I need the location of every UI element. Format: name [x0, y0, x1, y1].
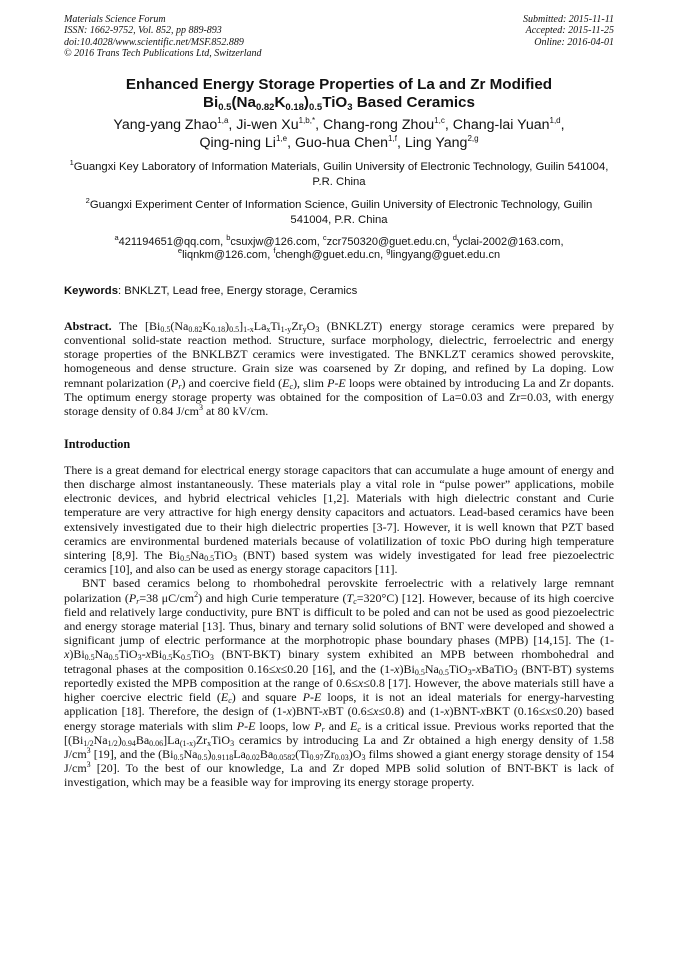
body-sub: 0.5: [204, 554, 215, 564]
body-italic: x: [286, 704, 292, 719]
abstract-text: O: [306, 319, 316, 334]
body-text: loops, it is not an ideal materials for energy-harvesting application [18]. Therefore, the design of (1-: [64, 690, 614, 719]
body-text: (BNT-BKT) binary system exhibited an MPB between rhombohedral and tetragonal phases at the composition 0.16≤: [64, 647, 614, 676]
abstract-sub: r: [178, 381, 182, 391]
body-text: ceramics by introducing La and Zr obtained a high energy density of 1.58 J/cm: [64, 732, 614, 761]
journal-info: [64, 14, 262, 59]
body-sub: 3: [361, 752, 366, 762]
body-text: Ba: [135, 732, 150, 747]
body-text: is a critical issue. Previous works reported that the [(Bi: [64, 718, 614, 747]
body-sub: 0.5: [162, 653, 173, 663]
body-text: BT (0.6≤: [328, 704, 374, 719]
body-sub: 0.97: [309, 752, 324, 762]
section-heading-introduction: Introduction: [64, 436, 131, 451]
body-text: )BNT-: [291, 704, 323, 719]
body-sub: 0.5: [414, 667, 425, 677]
email-mark: d: [452, 233, 457, 243]
author-separator: ,: [396, 135, 405, 152]
abstract-label: Abstract.: [64, 319, 112, 334]
abstract-italic: P: [171, 375, 179, 390]
title-frag: Bi: [203, 94, 219, 112]
abstract-text: ) and coercive field (: [181, 375, 283, 390]
intro-paragraph-1: [64, 463, 614, 577]
body-text: loops, low: [255, 718, 315, 733]
email-link[interactable]: chengh@guet.edu.cn,: [275, 249, 387, 262]
author-affiliation-mark: 1,f: [388, 134, 397, 144]
abstract-text: ), slim: [293, 375, 328, 390]
author-affiliation-mark: 1,b,*: [298, 116, 316, 126]
body-sub: 3: [209, 653, 214, 663]
body-sup: 2: [194, 589, 199, 599]
affiliation-2: [64, 198, 614, 228]
author-name: Qing-ning Li: [199, 135, 276, 152]
abstract-text: ]: [239, 319, 244, 334]
keywords: [64, 284, 614, 298]
body-text: ]La: [163, 732, 180, 747]
body-sup: 3: [86, 745, 91, 755]
body-text: )BNT-: [449, 704, 481, 719]
email-mark: f: [273, 246, 276, 256]
abstract-sub: y: [302, 325, 307, 335]
body-text: Na: [424, 661, 439, 676]
body-text: [19], and the (Bi: [90, 746, 174, 761]
body-italic: x: [545, 704, 551, 719]
body-sub: 0.5: [438, 667, 449, 677]
publication-dates: [523, 14, 614, 59]
body-text: (BNT) based system was widely investigated for lead free piezoelectric ceramics [10], and also can be used as energy storage capacitors [11].: [64, 548, 615, 577]
body-text: ≤0.20) based energy storage materials with slim: [64, 704, 614, 733]
title-frag: Based Ceramics: [352, 94, 475, 112]
body-sub: 3: [513, 667, 518, 677]
body-text: ≤0.8 [17]. However, the above materials still have a higher coercive electric field (: [64, 675, 614, 705]
submitted-date: Submitted: 2015-11-11: [522, 14, 614, 25]
body-sub: 0.5: [180, 653, 191, 663]
body-text: Ba: [259, 746, 274, 761]
abstract-italic: E: [282, 375, 290, 390]
body-text: -: [141, 647, 146, 662]
title-sub: 3: [347, 102, 353, 114]
title-frag: K: [274, 94, 286, 112]
title-line-2: [64, 94, 614, 112]
email-line-1: [64, 233, 614, 249]
body-text: (BNT-BT) systems reportedly existed the MPB composition at the range of 0.6≤: [64, 661, 614, 690]
body-sub: (1-x): [179, 738, 196, 748]
author-name: Ji-wen Xu: [236, 117, 299, 134]
title-sub: 0.5: [308, 102, 323, 114]
email-link[interactable]: liqnkm@126.com,: [182, 249, 274, 262]
body-italic: x: [475, 661, 482, 676]
body-italic: P-E: [302, 690, 322, 705]
body-sub: 3: [233, 554, 238, 564]
author-name: Chang-rong Zhou: [322, 117, 435, 134]
abstract-text: Ti: [270, 319, 281, 334]
abstract-text: La: [253, 319, 267, 334]
body-text: )O: [348, 746, 362, 761]
email-link[interactable]: csuxjw@126.com,: [230, 236, 323, 249]
abstract-italic: P-E: [327, 375, 346, 390]
body-sub: 0.94: [121, 738, 136, 748]
author-list: [64, 116, 614, 152]
title-sub: 0.18: [285, 102, 304, 114]
body-text: TiO: [190, 647, 210, 662]
body-sub: r: [321, 724, 325, 734]
body-text: BaTiO: [481, 661, 514, 676]
body-sub: 0.9118: [211, 752, 234, 762]
email-link[interactable]: yclai-2002@163.com,: [456, 236, 564, 249]
body-italic: x: [444, 704, 450, 719]
abstract-sub: x: [266, 325, 271, 335]
abstract-text: ): [225, 319, 230, 334]
body-text: Bi: [150, 647, 163, 662]
title-sub: 0.82: [255, 102, 275, 114]
body-text: BKT (0.16≤: [485, 704, 546, 719]
body-sub: 0.5: [197, 752, 208, 762]
body-text: ≤0.20 [16], and the (1-: [280, 661, 395, 676]
body-text: TiO: [211, 732, 231, 747]
body-sub: 0.0582: [273, 752, 296, 762]
body-text: films showed a giant energy storage density of 154 J/cm: [64, 746, 614, 776]
body-text: Na: [94, 647, 109, 662]
body-text: Na: [93, 732, 108, 747]
body-sub: 1/2: [83, 738, 94, 748]
body-italic: E: [349, 718, 358, 733]
body-text: TiO: [448, 661, 468, 676]
author-separator: ,: [287, 135, 295, 152]
title-sub: 0.5: [218, 102, 232, 114]
body-italic: E: [220, 690, 229, 705]
body-sub: c: [228, 696, 232, 706]
body-text: Zr: [323, 746, 335, 761]
affiliation-text: Guangxi Key Laboratory of Information Materials, Guilin University of Electronic Technology, Guilin 541004, P.R. China: [73, 161, 609, 189]
abstract-text: (Na: [170, 319, 189, 334]
keywords-label: Keywords: [64, 285, 118, 298]
body-italic: P: [128, 590, 137, 605]
email-link[interactable]: lingyang@guet.edu.cn: [390, 249, 501, 262]
intro-paragraph-2: [64, 576, 614, 789]
abstract-sub: 3: [315, 325, 320, 335]
body-sub: c: [353, 596, 357, 606]
body-text: )Bi: [399, 661, 415, 676]
body-italic: P: [314, 718, 322, 733]
body-text: (Ti: [295, 746, 310, 761]
journal-doi[interactable]: doi:10.4028/www.scientific.net/MSF.852.889: [64, 36, 244, 48]
abstract-text: Zr: [291, 319, 303, 334]
body-text: TiO: [118, 647, 138, 662]
affiliation-1: [64, 160, 614, 190]
body-sub: 0.02: [245, 752, 260, 762]
body-text: ): [207, 746, 212, 761]
journal-issn: ISSN: 1662-9752, Vol. 852, pp 889-893: [64, 25, 222, 37]
email-link[interactable]: 421194651@qq.com,: [118, 236, 227, 249]
body-text: Na: [190, 548, 205, 563]
abstract: [64, 319, 614, 418]
body-text: BNT based ceramics belong to rhombohedral perovskite ferroelectric with a relatively large remnant polarization (: [64, 576, 614, 605]
email-link[interactable]: zcr750320@guet.edu.cn,: [326, 236, 453, 249]
body-italic: x: [357, 675, 364, 690]
body-text: Na: [183, 746, 198, 761]
body-sub: 3: [137, 653, 142, 663]
abstract-text: at 80 kV/cm.: [202, 403, 269, 418]
body-text: Zr: [195, 732, 208, 747]
author-name: Chang-lai Yuan: [452, 117, 550, 134]
email-mark: b: [226, 233, 231, 243]
author-affiliation-mark: 2,g: [467, 134, 479, 144]
affiliation-text: Guangxi Experiment Center of Information Science, Guilin University of Electronic Technology, Guilin 541004, P.R. China: [89, 199, 593, 227]
body-italic: x: [145, 647, 151, 662]
affiliation-mark: 2: [85, 196, 90, 206]
author-name: Guo-hua Chen: [294, 135, 389, 152]
abstract-sub: 1-x: [243, 325, 254, 335]
author-affiliation-mark: 1,d: [549, 116, 561, 126]
email-mark: g: [386, 246, 391, 256]
body-italic: P-E: [236, 718, 256, 733]
body-sub: r: [136, 596, 140, 606]
affiliation-mark: 1: [69, 158, 74, 168]
abstract-sub: 1-y: [280, 325, 292, 335]
body-sub: c: [357, 724, 361, 734]
body-sub: 3: [467, 667, 472, 677]
body-text: There is a great demand for electrical energy storage capacitors that can accumulate a huge amount of energy and then discharge almost instantaneously. These materials play a vital role in “pulse power” applications, mobile electronic devices, and hybrid electrical vehicles [1,2]. Materials with high dielectric constant and Curie temperature are very attractive for high energy density capacitors and actuators. Lead-based ceramics have been extensively investigated due to their high dielectric properties [3-7]. However, it is well known that PZT based ceramics are environmental burdened materials because of volatilization of toxic PbO during high temperature sintering [8,9]. The Bi: [64, 462, 614, 563]
body-italic: x: [322, 704, 329, 719]
title-frag: (Na: [231, 94, 256, 112]
body-sub: 0.5: [108, 653, 119, 663]
body-text: K: [172, 647, 181, 662]
body-text: =320°C) [12]. However, because of its high coercive field and relatively large conductivity, pure BNT is difficult to be poled and can not be used as good piezoelectric and energy storage material [13]. Thus, binary and ternary solid solutions of BNT were developed and showed a significant jump of electric performance at the morphotropic phase boundary phases (MPB) [14,15]. The (1-: [64, 590, 615, 648]
abstract-sup: 3: [198, 402, 203, 412]
journal-header: [64, 14, 614, 59]
title-line-1: Enhanced Energy Storage Properties of La and Zr Modified: [125, 76, 553, 94]
body-italic: x: [480, 704, 486, 719]
abstract-sub: 0.82: [188, 325, 203, 335]
keywords-text: : BNKLZT, Lead free, Energy storage, Ceramics: [118, 285, 358, 298]
body-italic: x: [373, 704, 379, 719]
abstract-text: (BNKLZT) energy storage ceramics were prepared by conventional solid-state reaction method. Structure, surface morphology, dielectric, ferroelectric and energy storage properties of the BNKLBZT ceramics were investigated. The BNKLZT ceramics showed perovskite, homogeneous and dense structure. Grain size was coarsened by Zr doping, and refined by La doping. Low remnant polarization (: [64, 319, 614, 390]
body-text: [20]. To the best of our knowledge, La and Zr doped MPB solid solution of BNT-BKT is lack of investigation, which may be a feasible way for improving its energy storage property.: [64, 761, 614, 790]
email-mark: c: [322, 233, 327, 243]
body-sub: 0.5: [173, 752, 184, 762]
online-date: Online: 2016-04-01: [534, 36, 614, 48]
body-sup: 3: [86, 760, 91, 770]
body-italic: x: [275, 661, 281, 676]
abstract-text: K: [202, 319, 212, 334]
author-name: Yang-yang Zhao: [113, 117, 218, 134]
body-sub: 1/2: [107, 738, 118, 748]
body-sub: 0.5: [84, 653, 95, 663]
abstract-sub: c: [289, 381, 294, 391]
abstract-sub: 0.5: [229, 325, 240, 335]
body-text: ) and square: [231, 690, 303, 705]
body-text: -: [471, 661, 476, 676]
title-frag: TiO: [322, 94, 348, 112]
body-sub: 0.5: [180, 554, 191, 564]
body-text: La: [233, 746, 246, 761]
author-separator: ,: [315, 117, 323, 134]
abstract-sub: 0.18: [211, 325, 226, 335]
author-line-1: [64, 116, 614, 134]
accepted-date: Accepted: 2015-11-25: [525, 25, 614, 37]
author-separator: ,: [228, 117, 237, 134]
title-frag: ): [303, 94, 309, 112]
body-text: ) and high Curie temperature (: [198, 590, 347, 605]
email-mark: e: [177, 246, 183, 256]
author-line-2: [64, 134, 614, 152]
body-italic: T: [346, 590, 354, 605]
abstract-text: The [Bi: [111, 319, 161, 334]
author-affiliation-mark: 1,a: [217, 116, 229, 126]
author-name: Ling Yang: [404, 135, 468, 152]
body-text: =38 μC/cm: [139, 590, 195, 605]
email-mark: a: [114, 233, 119, 243]
author-separator: ,: [444, 117, 453, 134]
introduction-body: [64, 463, 614, 790]
body-sub: x: [207, 738, 212, 748]
body-text: )Bi: [69, 647, 85, 662]
body-sub: 0.06: [149, 738, 164, 748]
author-affiliation-mark: 1,e: [275, 134, 288, 144]
body-sub: 0.03: [334, 752, 349, 762]
email-line-2: [64, 246, 614, 262]
abstract-sub: 0.5: [160, 325, 171, 335]
journal-name: Materials Science Forum: [64, 14, 166, 25]
author-affiliation-mark: 1,c: [434, 116, 445, 126]
email-list: [64, 233, 614, 262]
journal-copyright: © 2016 Trans Tech Publications Ltd, Switzerland: [64, 47, 262, 59]
abstract-text: loops were obtained by introducing La and Zr dopants. The optimum energy storage property was obtained for the composition of La=0.03 and Zr=0.03, with energy storage density of 0.84 J/cm: [64, 375, 615, 418]
body-sub: 3: [230, 738, 235, 748]
body-text: TiO: [214, 548, 234, 563]
body-text: ): [117, 732, 122, 747]
body-italic: x: [394, 661, 400, 676]
author-separator: ,: [560, 117, 565, 134]
body-italic: x: [64, 647, 70, 662]
paper-title: [64, 76, 614, 112]
body-text: ≤0.8) and (1-: [378, 704, 445, 719]
body-text: and: [324, 718, 350, 733]
